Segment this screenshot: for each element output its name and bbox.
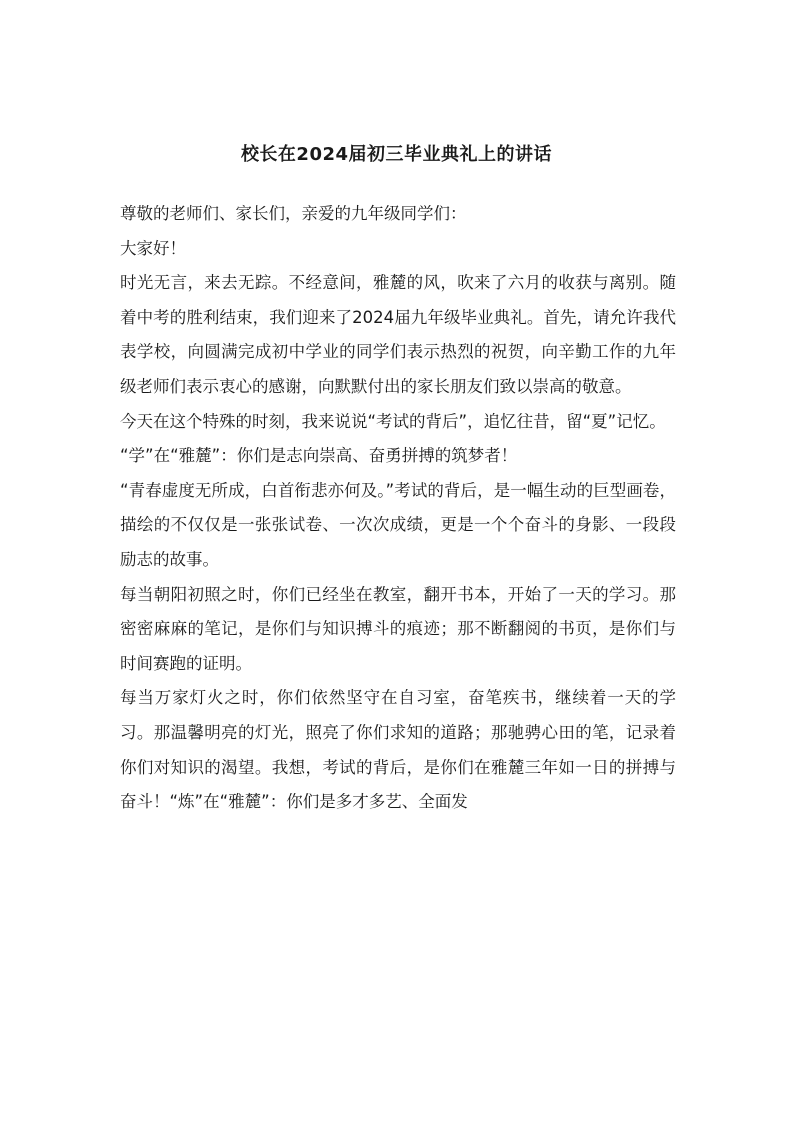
body-paragraph: 时光无言，来去无踪。不经意间，雅麓的风，吹来了六月的收获与离别。随着中考的胜利结束，我们迎来了2024届九年级毕业典礼。首先，请允许我代表学校，向圆满完成初中学业的同学们表示热烈的祝贺，向辛勤工作的九年级老师们表示衷心的感谢，向默默付出的家长朋友们致以崇高的敬意。: [120, 273, 676, 396]
document-title: 校长在2024届初三毕业典礼上的讲话: [240, 144, 553, 166]
body-paragraph: “青春虚度无所成，白首衔悲亦何及。”考试的背后，是一幅生动的巨型画卷，描绘的不仅仅是一张张试卷、一次次成绩，更是一个个奋斗的身影、一段段励志的故事。: [120, 480, 676, 569]
body-paragraph: 每当朝阳初照之时，你们已经坐在教室，翻开书本，开始了一天的学习。那密密麻麻的笔记，是你们与知识搏斗的痕迹；那不断翻阅的书页，是你们与时间赛跑的证明。: [120, 584, 676, 673]
greeting: 大家好！: [120, 238, 186, 258]
salutation: 尊敬的老师们、家长们，亲爱的九年级同学们：: [120, 204, 467, 223]
body-paragraph: 每当万家灯火之时，你们依然坚守在自习室，奋笔疾书，继续着一天的学习。那温馨明亮的灯光，照亮了你们求知的道路；那驰骋心田的笔，记录着你们对知识的渴望。我想，考试的背后，是你们在雅麓三年如一日的拼搏与奋斗！“炼”在“雅麓”：你们是多才多艺、全面发: [120, 688, 676, 812]
body-paragraph: 今天在这个特殊的时刻，我来说说“考试的背后”，追忆往昔，留“夏”记忆。: [120, 411, 666, 431]
section-heading: “学”在“雅麓”：你们是志向崇高、奋勇拼搏的筑梦者！: [120, 446, 518, 466]
document-body: [120, 197, 676, 820]
